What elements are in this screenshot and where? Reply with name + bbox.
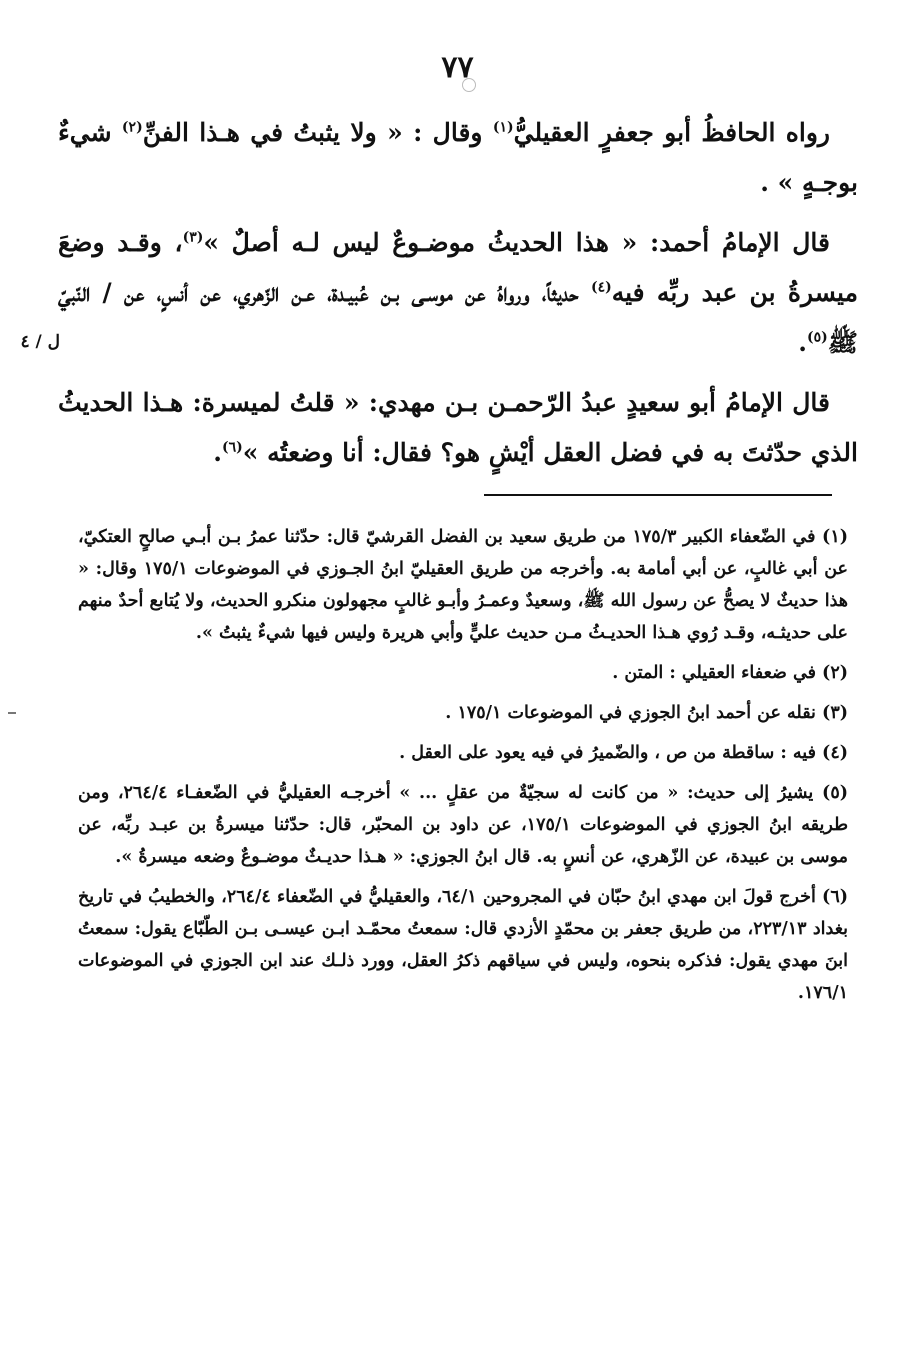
footnote-number: (٥) [822,783,849,803]
footnote-text: يشيرُ إلى حديث: « من كانت له سجيّةٌ من عقلٍ ... » أخرجـه العقيليُّ في الضّعفـاء ٢٦٤/٤، ومن طريقه ابنُ الجوزي في الموضوعات ١٧٥/١، عن داود بن المحبّر، قال: حدّثنا ميسرةُ بن عبـد ربِّه، عن موسى بن عبيدة، عن الزّهري، عن أنسٍ به. قال ابنُ الجوزي: « هـذا حديـثٌ موضـوعٌ وضعه ميسرةُ ». [78,783,848,867]
footnote-number: (٣) [822,703,848,723]
footnote-ref-5[interactable]: (٥) [807,329,828,346]
footnote-ref-6[interactable]: (٦) [222,439,243,456]
main-paragraph-1 [58,108,858,208]
main-paragraph-1-text-c: شيءٌ بوجـهٍ » . [58,118,858,197]
footnotes-section [78,521,848,1017]
margin-tick [8,712,16,714]
main-paragraph-3-text-a: قال الإمامُ أبو سعيدٍ عبدُ الرّحمـن بـن مهدي: « قلتُ لميسرة: هـذا الحديثُ الذي حدّثتَ به في فضل العقل أيْشٍ هو؟ فقال: أنا وضعتُه » [58,388,858,467]
main-paragraph-2-text-c: حديثاً، ورواهُ عن موسـى بـن عُبيـدة، عـن الزّهري، عن أنسٍ، عن / النّبيّ ﷺ [58,278,858,357]
main-paragraph-2-text-a: قال الإمامُ أحمد: « هذا الحديثُ موضـوعٌ ليس لـه أصلٌ » [203,228,831,257]
footnote-text: في الضّعفاء الكبير ١٧٥/٣ من طريق سعيد بن الفضل القرشيّ قال: حدّثنا عمرُ بـن أبـي صالحٍ العتكيّ، عن أبي غالبٍ، عن أبي أمامة به. وأخرجه من طريق العقيليّ ابنُ الجـوزي في الموضوعات ١٧٥/١ وقال: « هذا حديثٌ لا يصحُّ عن رسول الله ﷺ، وسعيدٌ وعمـرُ وأبـو غالبٍ مجهولون منكرو الحديث، ولا يُتابع أحدٌ منهم على حديثـه، وقـد رُوي هـذا الحديـثُ مـن حديث عليٍّ وأبي هريرة وليس فيها شيءٌ يثبتُ ». [78,527,848,643]
footnote-text: أخرج قولَ ابن مهدي ابنُ حبّان في المجروحين ٦٤/١، والعقيليُّ في الضّعفاء ٢٦٤/٤، والخطيبُ في تاريخ بغداد ٢٢٣/١٣، من طريق جعفر بن محمّدٍ الأزدي قال: سمعتُ محمّـد ابـن عيسـى بـن الطّبّاع يقول: سمعتُ ابنَ مهدي يقول: فذكره بنحوه، وليس في سياقهم ذكرُ العقل، وورد ذلـك عند ابن الجوزي في الموضوعات ١٧٦/١. [78,887,849,1003]
main-paragraph-2-text-d: . [798,328,808,357]
footnote-ref-4[interactable]: (٤) [590,279,612,296]
paper-mark [462,78,476,92]
footnote-number: (١) [822,527,849,547]
main-paragraph-1-text-a: رواه الحافظُ أبو جعفرٍ العقيليُّ [513,118,830,147]
main-paragraph-1-text-b: وقال : « ولا يثبتُ في هـذا الفنِّ [142,118,493,147]
footnote-ref-3[interactable]: (٣) [182,229,204,246]
footnote-number: (٢) [822,663,848,683]
footnote-number: (٤) [822,743,848,763]
footnote-1 [78,521,848,649]
footnote-3 [78,697,848,729]
main-paragraph-3-text-b: . [213,438,223,467]
footnote-number: (٦) [822,887,849,907]
manuscript-folio-marker: ل / ٤ [20,332,60,352]
footnote-6 [78,881,848,1009]
main-text [58,108,858,488]
footnote-divider [484,494,832,496]
main-paragraph-2 [58,218,858,368]
main-paragraph-3 [58,378,858,478]
footnote-4 [78,737,848,769]
footnote-text: في ضعفاء العقيلي : المتن . [612,663,816,683]
footnote-text: نقله عن أحمد ابنُ الجوزي في الموضوعات ١٧٥/١ . [445,703,816,723]
main-paragraph-2-text-b: ، وقـد وضعَ ميسرةُ بن عبد ربِّه فيه [58,228,858,307]
footnote-text: فيه : ساقطة من ص ، والضّميرُ في فيه يعود على العقل . [399,743,816,763]
page-number: ٧٧ [441,50,474,85]
footnote-ref-2[interactable]: (٢) [121,119,143,136]
footnote-ref-1[interactable]: (١) [492,119,514,136]
footnote-2 [78,657,848,689]
footnote-5 [78,777,848,873]
